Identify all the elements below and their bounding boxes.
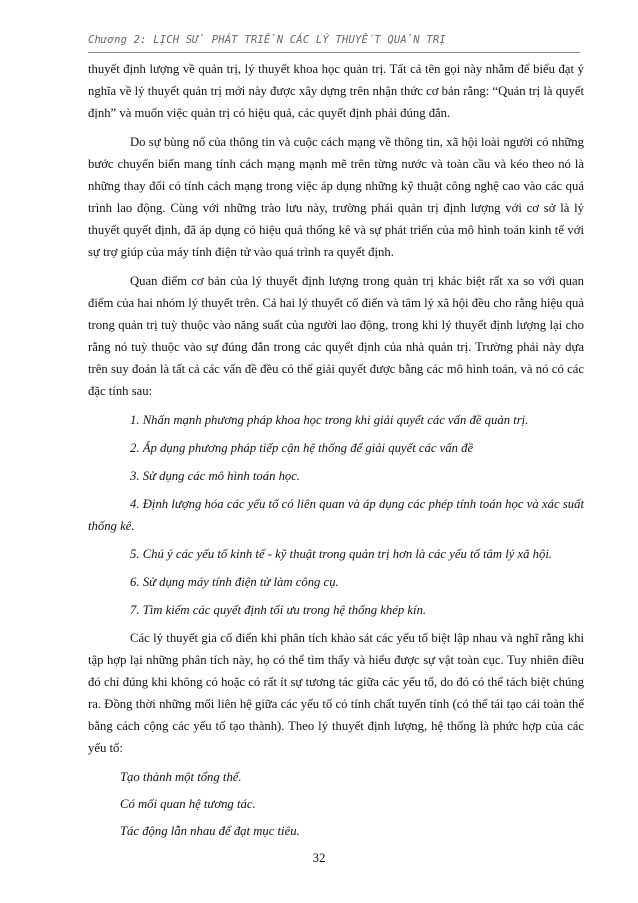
list-item: 1. Nhấn mạnh phương pháp khoa học trong khi giải quyết các vấn đề quản trị. <box>130 413 529 427</box>
list-item: 4. Định lượng hóa các yếu tố có liên quan và áp dụng các phép tính toán học và xác suất thống kê. <box>88 497 584 533</box>
header-rule <box>88 52 580 53</box>
list-item: 3. Sử dụng các mô hình toán học. <box>130 469 301 483</box>
list-item: Tác động lẫn nhau để đạt mục tiêu. <box>120 824 300 838</box>
list-item: 2. Áp dụng phương pháp tiếp cận hệ thống để giải quyết các vấn đề <box>130 441 474 455</box>
paragraph-basic-viewpoint: Quan điểm cơ bản của lý thuyết định lượng trong quản trị khác biệt rất xa so với quan điểm của hai nhóm lý thuyết trên. Cả hai lý thuyết cổ điển và tâm lý xã hội đều cho rằng hiệu quả trong quản trị tuỳ thuộc vào năng suất của người lao động, trong khi lý thuyết định lượng lại cho rằng nó tuỳ thuộc vào sự đúng đắn trong các quyết định của nhà quản trị. Trường phái này dựa trên suy đoán là tất cả các vấn đề đều có thể giải quyết được bằng các mô hình toán, và nó có các đặc tính sau: <box>88 274 584 398</box>
paragraph-continuation: thuyết định lượng về quản trị, lý thuyết khoa học quản trị. Tất cả tên gọi này nhằm để biểu đạt ý nghĩa về lý thuyết quản trị mới này được xây dựng trên nhận thức cơ bản rằng: “Quản trị là quyết định” và muốn việc quản trị có hiệu quả, các quyết định phải đúng đắn. <box>88 62 584 120</box>
paragraph-classical-theorists: Các lý thuyết gia cổ điển khi phân tích khảo sát các yếu tố biệt lập nhau và nghĩ rằng khi tập hợp lại những phân tích này, họ có thể tìm thấy và hiểu được sự vật toàn cục. Tuy nhiên điều đó chỉ đúng khi không có hoặc có rất ít sự tương tác giữa các yếu tố, do đó có thể tách biệt chúng ra. Đồng thời những mối liên hệ giữa các yếu tố có tính chất tuyến tính (có thể tái tạo cái toàn thể bằng cách cộng các yếu tố tạo thành). Theo lý thuyết định lượng, hệ thống là phức hợp của các yếu tố: <box>88 631 584 755</box>
page-body <box>88 58 584 847</box>
characteristics-list <box>88 409 584 621</box>
running-header: Chương 2: LỊCH SỬ PHÁT TRIỂN CÁC LÝ THUYẾT QUẢN TRỊ <box>88 34 446 46</box>
system-points-list <box>88 766 584 842</box>
list-item: Tạo thành một tổng thể. <box>120 770 242 784</box>
list-item: Có mối quan hệ tương tác. <box>120 797 256 811</box>
paragraph-information-revolution: Do sự bùng nổ của thông tin và cuộc cách mạng về thông tin, xã hội loài người có những bước chuyển biến mang tính cách mạng mạnh mẽ trên từng nước và toàn cầu và kéo theo nó là những thay đổi có tính cách mạng trong việc áp dụng những kỹ thuật công nghệ cao vào các quá trình lao động. Cùng với những trào lưu này, trường phái quản trị định lượng với cơ sở là lý thuyết quyết định, đã áp dụng có hiệu quả thống kê và sự phát triển của mô hình toán kinh tế với sự trợ giúp của máy tính điện tử vào quá trình ra quyết định. <box>88 135 584 259</box>
list-item: 7. Tìm kiếm các quyết định tối ưu trong hệ thống khép kín. <box>130 603 427 617</box>
page-number: 32 <box>312 850 326 865</box>
list-item: 6. Sử dụng máy tính điện tử làm công cụ. <box>130 575 339 589</box>
list-item: 5. Chú ý các yếu tố kinh tế - kỹ thuật trong quản trị hơn là các yếu tố tâm lý xã hội. <box>130 547 553 561</box>
